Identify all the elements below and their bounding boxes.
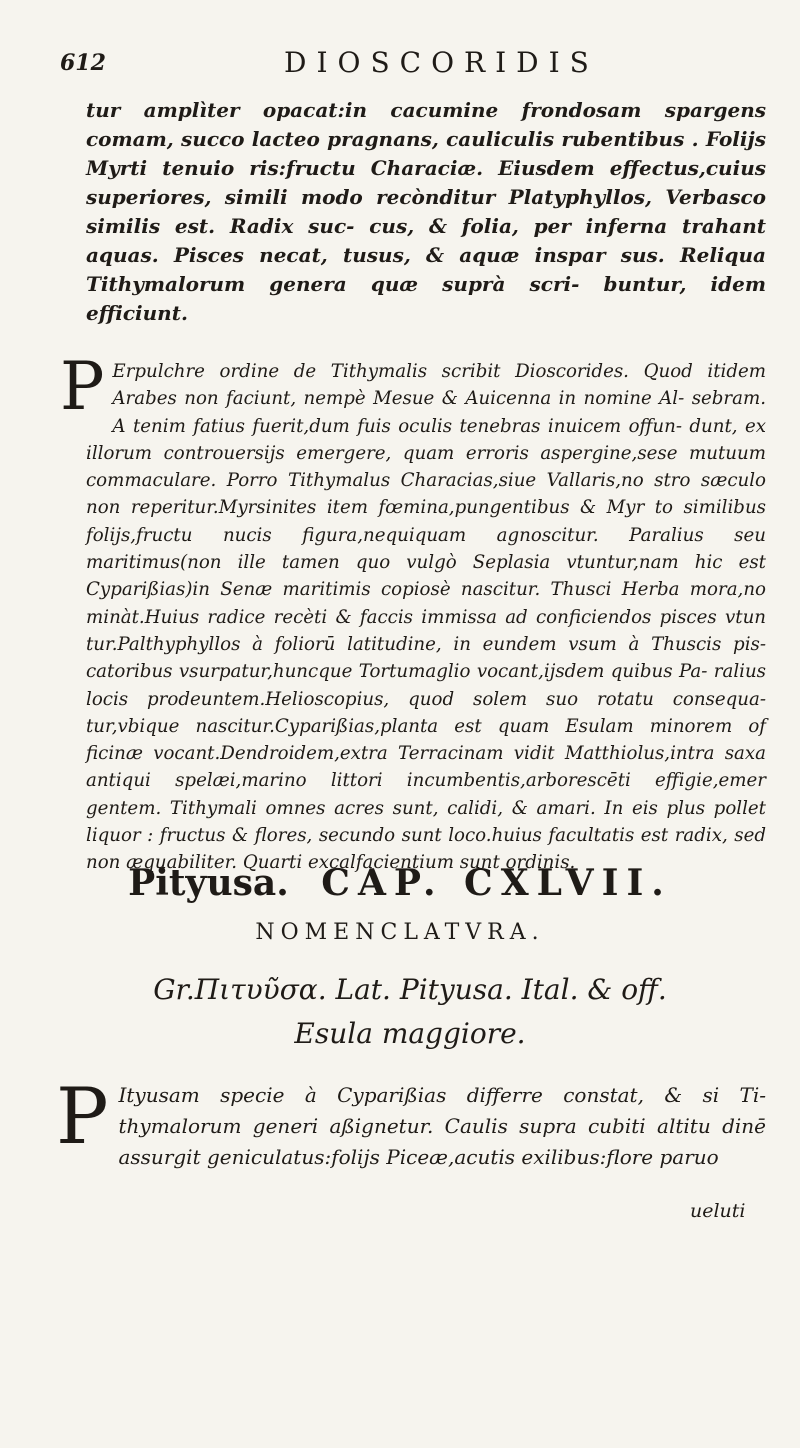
commentary-dropcap: P: [60, 348, 105, 425]
body-text: Ityusam specie à Cyparißias differre constat, & si Ti- thymalorum generi aßignetur. Caulis supra cubiti altitu dinē assurgit geniculatus:folijs Piceæ,acutis exilibus:flore paruo: [118, 1083, 766, 1169]
names-block: [70, 968, 750, 1056]
running-head: DIOSCORIDIS: [284, 46, 599, 79]
chapter-title: Pityusa.: [128, 862, 289, 904]
commentary-paragraph: [60, 348, 766, 877]
page-number: 612: [60, 50, 106, 76]
intro-paragraph: tur amplìter opacat:in cacumine frondosam spargens comam, succo lacteo pragnans, cauliculis rubentibus . Folijs Myrti tenuio ris:fructu Characiæ. Eiusdem effectus,cuius superiores, simili modo recònditur Platyphyllos, Verbasco similis est. Radix suc- cus, & folia, per inferna trahant aquas. Pisces necat, tusus, & aquæ inspar sus. Reliqua Tithymalorum genera quæ suprà scri- buntur, idem efficiunt.: [86, 98, 766, 325]
commentary-text: Erpulchre ordine de Tithymalis scribit Dioscorides. Quod itidem Arabes non faciunt, nempè Mesue & Auicenna in nomine Al- sebram. A tenim fatius fuerit,dum fuis oculis tenebras inuicem offun- dunt, ex illorum controuersijs emergere, quam erroris aspergine,sese mutuum commaculare. Porro Tithymalus Characias,siue Vallaris,no stro sæculo non reperitur.Myrsinites item fœmina,pungentibus & Myr to similibus folijs,fructu nucis figura,nequiquam agnoscitur. Paralius seu maritimus(non ille tamen quo vulgò Seplasia vtuntur,nam hic est Cyparißias)in Senæ maritimis copiosè nascitur. Thusci Herba mora,no minàt.Huius radice recèti & faccis immissa ad conficiendos pisces vtun tur.Palthyphyllos à foliorū latitudine, in eundem vsum à Thuscis pis- catoribus vsurpatur,huncque Tortumaglio vocant,ijsdem quibus Pa- ralius locis prodeuntem.Helioscopius, quod solem suo rotatu consequa- tur,vbique nascitur.Cyparißias,planta est quam Esulam minorem of ficinæ vocant.Dendroidem,extra Terracinam vidit Matthiolus,intra saxa antiqui spelæi,marino littori incumbentis,arborescēti effigie,emer gentem. Tithymali omnes acres sunt, calidi, & amari. In eis plus pollet liquor : fructus & flores, secundo sunt loco.huius facultatis est radix, sed non æquabiliter. Quarti excalfacientium sunt ordinis.: [86, 361, 766, 874]
page-header: [60, 44, 760, 84]
nomenclature-heading: NOMENCLATVRA.: [255, 920, 545, 945]
names-line-1: Gr.Πιτυῦσα. Lat. Pityusa. Ital. & off.: [153, 973, 667, 1006]
chapter-heading: [0, 862, 800, 904]
body-paragraph: [56, 1072, 766, 1173]
chapter-number: CAP. CXLVII.: [321, 862, 672, 904]
body-dropcap: P: [56, 1072, 109, 1162]
names-line-2: Esula maggiore.: [294, 1017, 526, 1050]
catchword: ueluti: [690, 1200, 746, 1222]
